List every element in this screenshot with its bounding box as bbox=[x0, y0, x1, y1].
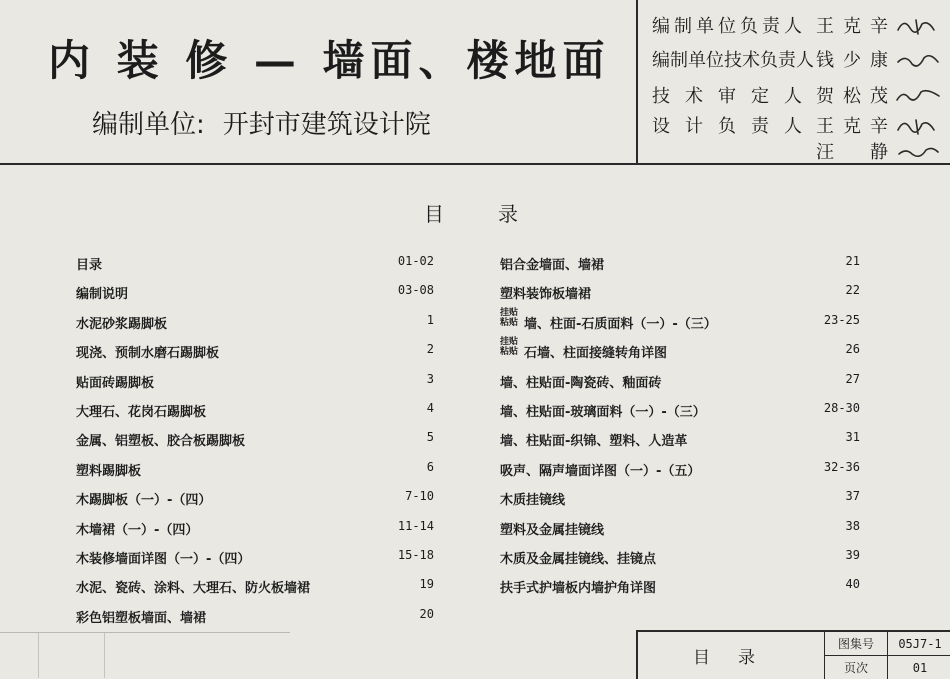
toc-entry-title: 木质挂镜线 bbox=[500, 493, 566, 509]
toc-entry-title: 墙、柱贴面-陶瓷砖、釉面砖 bbox=[500, 375, 662, 391]
person-char: 松 bbox=[843, 86, 861, 107]
role-char: 术 bbox=[742, 50, 760, 71]
signature-mark bbox=[894, 48, 942, 72]
toc-entry-title: 木装修墙面详图（一）-（四） bbox=[76, 551, 251, 567]
role-char: 位 bbox=[706, 50, 724, 71]
responsibility-row bbox=[652, 82, 942, 112]
responsibility-role bbox=[652, 12, 802, 38]
toc-entry bbox=[500, 571, 860, 600]
prefix-line: 挂贴 bbox=[500, 307, 519, 318]
toc-entry-title: 金属、铝塑板、胶合板踢脚板 bbox=[76, 434, 246, 450]
role-char: 编 bbox=[652, 16, 670, 37]
toc-entry bbox=[500, 513, 860, 542]
toc-entry-page: 39 bbox=[845, 547, 860, 562]
toc-entry-title: 墙、柱贴面-织锦、塑料、人造革 bbox=[500, 434, 688, 450]
toc-entry bbox=[76, 513, 440, 542]
compiler-line bbox=[92, 104, 431, 141]
role-char: 制 bbox=[670, 50, 688, 71]
toc-entry-title: 木踢脚板（一）-（四） bbox=[76, 493, 212, 509]
footer-sheet-title: 目录 bbox=[693, 648, 783, 668]
toc-entry-page: 21 bbox=[845, 254, 860, 268]
toc-left-column bbox=[76, 248, 440, 630]
responsibility-person bbox=[816, 138, 888, 164]
prefix-line: 粘贴 bbox=[500, 347, 519, 358]
toc-entry-page: 28-30 bbox=[823, 400, 860, 415]
toc-entry-title: 水泥砂浆踢脚板 bbox=[76, 316, 168, 332]
person-char: 贺 bbox=[816, 86, 834, 107]
role-char: 责 bbox=[778, 50, 796, 71]
responsibility-person bbox=[816, 82, 888, 108]
toc-entry-page: 26 bbox=[845, 342, 860, 357]
toc-entry-page: 03-08 bbox=[397, 283, 434, 298]
person-char: 克 bbox=[843, 16, 861, 37]
faded-title-block bbox=[0, 632, 290, 678]
responsibility-role bbox=[652, 112, 802, 138]
toc-entry-title: 木墙裙（一）-（四） bbox=[76, 522, 199, 538]
toc-entry-title: 塑料踢脚板 bbox=[76, 463, 142, 479]
person-char: 少 bbox=[843, 50, 861, 71]
role-char: 计 bbox=[685, 116, 703, 137]
toc-entry-page: 38 bbox=[845, 518, 860, 533]
role-char: 术 bbox=[685, 86, 703, 107]
toc-entry-page: 23-25 bbox=[823, 312, 860, 327]
responsibility-person bbox=[816, 46, 888, 72]
person-char: 钱 bbox=[816, 50, 834, 71]
toc-entry-page: 40 bbox=[845, 577, 860, 592]
toc-entry-title: 墙、柱贴面-玻璃面料（一）-（三） bbox=[500, 404, 706, 420]
toc-heading-char-2: 录 bbox=[498, 202, 518, 226]
toc-entry bbox=[76, 601, 440, 630]
toc-entry bbox=[76, 454, 440, 483]
role-char: 人 bbox=[784, 86, 802, 107]
toc-entry bbox=[500, 454, 860, 483]
signature-mark bbox=[894, 84, 942, 108]
toc-entry-page: 4 bbox=[426, 400, 434, 415]
role-char: 责 bbox=[762, 16, 780, 37]
toc-entry-page: 7-10 bbox=[405, 489, 434, 504]
person-char: 王 bbox=[816, 116, 834, 137]
role-char: 编 bbox=[652, 50, 670, 71]
toc-entry-page: 31 bbox=[845, 430, 860, 445]
role-char: 单 bbox=[696, 16, 714, 37]
toc-entry bbox=[500, 248, 860, 277]
toc-entry-title: 塑料装饰板墙裙 bbox=[500, 287, 592, 303]
person-char: 克 bbox=[843, 116, 861, 137]
role-char: 审 bbox=[718, 86, 736, 107]
role-char: 设 bbox=[652, 116, 670, 137]
person-char: 康 bbox=[870, 50, 888, 71]
role-char: 定 bbox=[751, 86, 769, 107]
toc-entry bbox=[76, 336, 440, 365]
responsibility-person bbox=[816, 112, 888, 138]
toc-entry bbox=[76, 307, 440, 336]
page-number-label: 页次 bbox=[825, 656, 888, 679]
title-block-divider bbox=[636, 0, 638, 164]
compiler-label: 编制单位: bbox=[92, 110, 205, 140]
signature-mark bbox=[894, 140, 942, 164]
toc-entry-page: 3 bbox=[426, 371, 434, 386]
responsibility-role bbox=[652, 46, 814, 72]
role-char: 责 bbox=[751, 116, 769, 137]
role-char: 制 bbox=[674, 16, 692, 37]
toc-entry bbox=[500, 395, 860, 424]
page-title: 内 装 修 — 墙面、楼地面 bbox=[48, 36, 611, 85]
responsibility-role bbox=[652, 82, 802, 108]
toc-entry-page: 19 bbox=[419, 577, 434, 592]
toc-entry bbox=[76, 395, 440, 424]
toc-entry-title: 石墙、柱面接缝转角详图 bbox=[524, 346, 668, 362]
compiler-name: 开封市建筑设计院 bbox=[222, 110, 431, 140]
toc-entry-title: 吸声、隔声墙面详图（一）-（五） bbox=[500, 463, 701, 479]
role-char: 单 bbox=[688, 50, 706, 71]
toc-entry bbox=[500, 366, 860, 395]
toc-entry-title: 墙、柱面-石质面料（一）-（三） bbox=[524, 316, 717, 332]
toc-entry bbox=[500, 277, 860, 306]
toc-entry-title: 贴面砖踢脚板 bbox=[76, 375, 155, 391]
toc-entry bbox=[500, 336, 860, 365]
role-char: 负 bbox=[740, 16, 758, 37]
toc-entry bbox=[500, 307, 860, 336]
toc-entry-page: 37 bbox=[845, 489, 860, 504]
toc-entry bbox=[76, 483, 440, 512]
responsibility-row bbox=[652, 46, 942, 76]
responsibility-person bbox=[816, 12, 888, 38]
role-char: 人 bbox=[796, 50, 814, 71]
toc-entry-page: 1 bbox=[426, 312, 434, 327]
toc-entry-page: 20 bbox=[419, 606, 434, 621]
role-char: 负 bbox=[760, 50, 778, 71]
toc-entry bbox=[500, 542, 860, 571]
toc-entry-title: 目录 bbox=[76, 258, 103, 273]
toc-entry bbox=[76, 571, 440, 600]
footer-title-block bbox=[636, 630, 950, 679]
toc-entry-title: 彩色铝塑板墙面、墙裙 bbox=[76, 610, 207, 626]
toc-right-column bbox=[500, 248, 860, 601]
toc-entry-page: 15-18 bbox=[397, 547, 434, 562]
toc-entry-title: 水泥、瓷砖、涂料、大理石、防火板墙裙 bbox=[76, 581, 311, 597]
signature-mark bbox=[894, 114, 942, 138]
toc-entry bbox=[500, 424, 860, 453]
toc-entry bbox=[500, 483, 860, 512]
toc-entry-title: 木质及金属挂镜线、挂镜点 bbox=[500, 551, 657, 567]
toc-entry bbox=[76, 277, 440, 306]
toc-entry-page: 11-14 bbox=[397, 518, 434, 533]
person-char: 汪 bbox=[816, 142, 834, 163]
toc-entry bbox=[76, 366, 440, 395]
toc-entry bbox=[76, 542, 440, 571]
toc-entry-prefix bbox=[500, 308, 518, 328]
toc-entry-page: 27 bbox=[845, 371, 860, 386]
role-char: 技 bbox=[724, 50, 742, 71]
toc-entry-title: 大理石、花岗石踢脚板 bbox=[76, 404, 207, 420]
role-char: 技 bbox=[652, 86, 670, 107]
toc-entry-prefix bbox=[500, 337, 518, 357]
responsibility-row bbox=[652, 12, 942, 42]
role-char: 负 bbox=[718, 116, 736, 137]
toc-entry-page: 32-36 bbox=[823, 459, 860, 474]
person-char: 辛 bbox=[870, 16, 888, 37]
toc-entry-page: 6 bbox=[426, 459, 434, 474]
toc-entry bbox=[76, 424, 440, 453]
toc-entry bbox=[76, 248, 440, 277]
toc-entry-title: 塑料及金属挂镜线 bbox=[500, 522, 605, 538]
page-number-value: 01 bbox=[912, 660, 928, 675]
role-char: 人 bbox=[784, 16, 802, 37]
signature-mark bbox=[894, 14, 942, 38]
atlas-number-value: 05J7-1 bbox=[888, 632, 950, 656]
toc-heading-char-1: 目 bbox=[424, 202, 444, 226]
toc-entry-page: 01-02 bbox=[397, 254, 434, 268]
toc-entry-title: 扶手式护墙板内墙护角详图 bbox=[500, 581, 657, 597]
person-char: 辛 bbox=[870, 116, 888, 137]
person-char: 王 bbox=[816, 16, 834, 37]
toc-entry-page: 2 bbox=[426, 342, 434, 357]
person-char: 茂 bbox=[870, 86, 888, 107]
person-char: 静 bbox=[870, 142, 888, 163]
toc-entry-title: 编制说明 bbox=[76, 287, 129, 303]
atlas-number-label: 图集号 bbox=[825, 632, 888, 656]
toc-entry-title: 铝合金墙面、墙裙 bbox=[500, 258, 605, 273]
role-char: 人 bbox=[784, 116, 802, 137]
toc-heading bbox=[0, 198, 950, 228]
toc-entry-title: 现浇、预制水磨石踢脚板 bbox=[76, 346, 220, 362]
prefix-line: 挂贴 bbox=[500, 337, 519, 348]
prefix-line: 粘贴 bbox=[500, 317, 519, 328]
toc-entry-page: 22 bbox=[845, 283, 860, 298]
role-char: 位 bbox=[718, 16, 736, 37]
toc-entry-page: 5 bbox=[426, 430, 434, 445]
footer-grid bbox=[824, 632, 950, 679]
responsibility-row bbox=[652, 138, 942, 168]
